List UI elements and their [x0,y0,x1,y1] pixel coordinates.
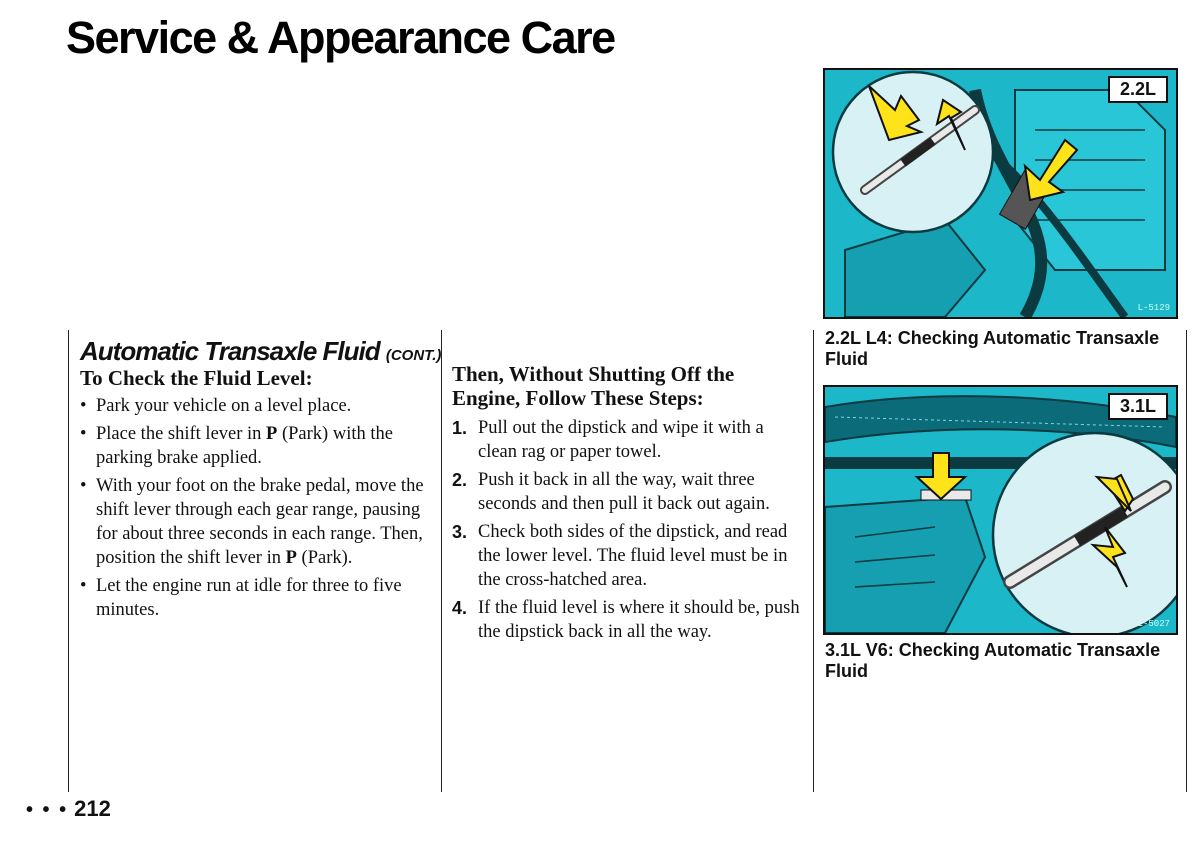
step-number: 3. [452,522,468,542]
figure-code: L-5027 [1137,619,1170,629]
figure-caption: 3.1L V6: Checking Automatic Transaxle Fluid [825,640,1161,681]
page-number-dots: • • • [26,799,69,821]
bullet-icon: • [80,476,87,496]
section-title: Automatic Transaxle Fluid [80,336,380,366]
figure-2-2l-engine [823,68,1178,319]
left-subheading: To Check the Fluid Level: [80,366,313,390]
list-item [452,468,804,516]
list-item [452,596,804,644]
column-divider-left [68,330,69,792]
step-text: If the fluid level is where it should be, push the dipstick back in all the way. [478,598,800,642]
bullet-icon: • [80,396,87,416]
bullet-text: Park your vehicle on a level place. [96,396,352,416]
middle-subheading: Then, Without Shutting Off the Engine, Follow These Steps: [452,362,735,410]
page-number-value: 212 [74,796,111,821]
list-item [452,416,804,464]
middle-column [452,362,804,644]
step-number: 1. [452,418,468,438]
engine-illustration-3-1l [825,387,1176,633]
steps-list [452,416,804,644]
column-divider-edge [1186,330,1187,792]
step-number: 4. [452,598,468,618]
column-divider-right [813,330,814,792]
figure-3-1l-engine [823,385,1178,635]
step-text: Pull out the dipstick and wipe it with a clean rag or paper towel. [478,418,764,462]
section-title-suffix: (CONT.) [385,347,442,364]
step-number: 2. [452,470,468,490]
figure-code: L-5129 [1137,303,1170,313]
page-number [26,796,111,822]
step-text: Check both sides of the dipstick, and read the lower level. The fluid level must be in the cross-hatched area. [478,522,788,590]
left-column [80,366,435,622]
list-item [80,394,435,418]
list-item [80,474,435,570]
engine-badge: 3.1L [1108,393,1168,420]
page-title: Service & Appearance Care [66,12,615,63]
bullet-text: With your foot on the brake pedal, move the shift lever through each gear range, pausing for about three seconds in each range. Then, position the shift lever in P (Park). [96,476,424,568]
list-item [452,520,804,592]
bullet-icon: • [80,576,87,596]
section-heading [80,336,441,367]
engine-illustration-2-2l [825,70,1176,317]
bullet-icon: • [80,424,87,444]
figure-caption: 2.2L L4: Checking Automatic Transaxle Fluid [825,328,1160,369]
list-item [80,422,435,470]
step-text: Push it back in all the way, wait three seconds and then pull it back out again. [478,470,770,514]
bullet-text: Let the engine run at idle for three to five minutes. [96,576,402,620]
list-item [80,574,435,622]
bullet-list [80,394,435,622]
engine-badge: 2.2L [1108,76,1168,103]
column-divider-middle [441,330,442,792]
bullet-text: Place the shift lever in P (Park) with the parking brake applied. [96,424,393,468]
